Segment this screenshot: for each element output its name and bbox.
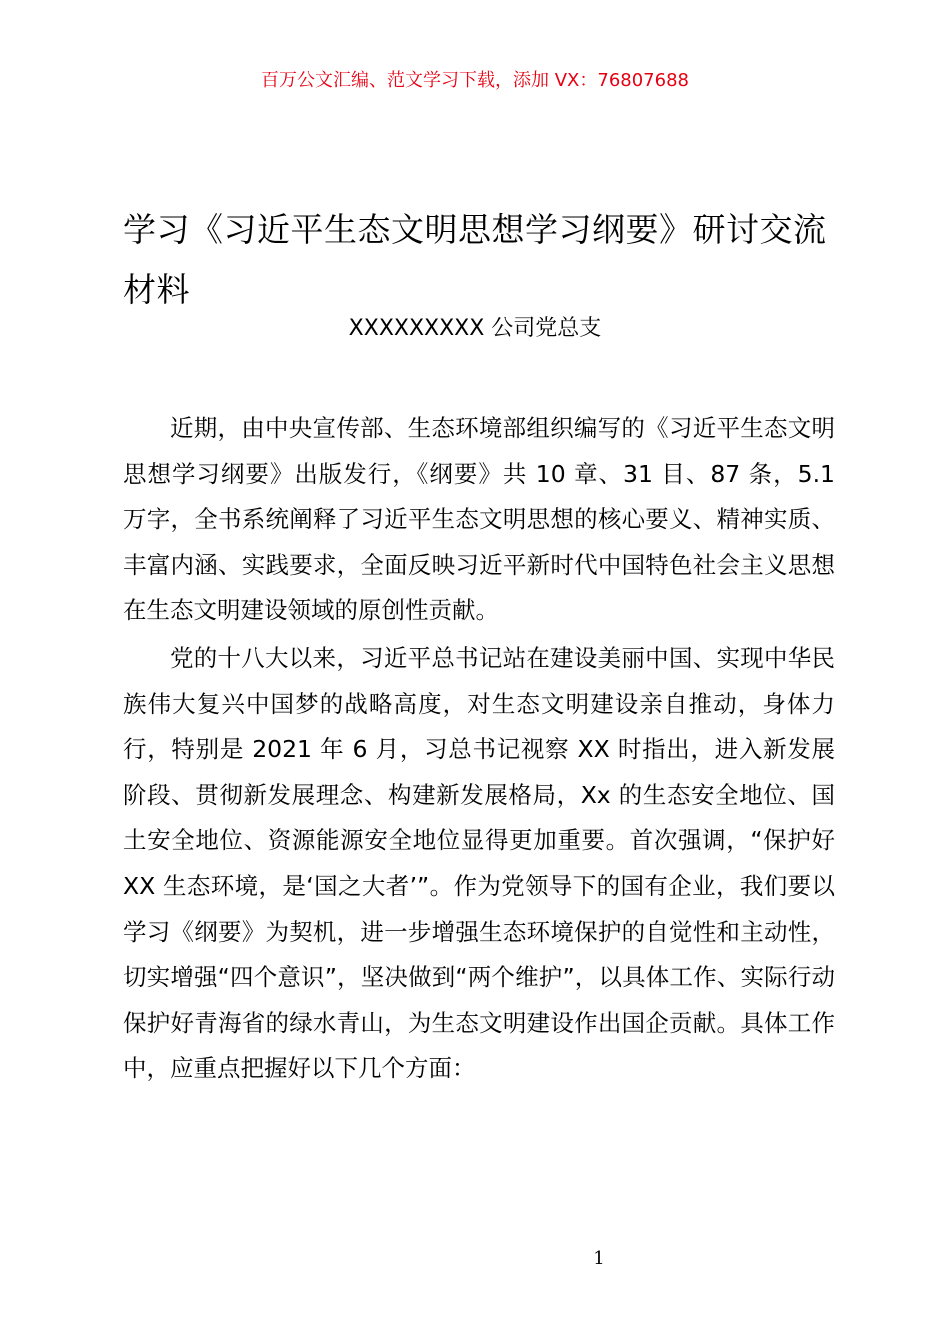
body-paragraph-1: 近期，由中央宣传部、生态环境部组织编写的《习近平生态文明思想学习纲要》出版发行，《纲要》共 10 章、31 目、87 条，5.1 万字，全书系统阐释了习近平生态文明思想的核心要义、精神实质、丰富内涵、实践要求，全面反映习近平新时代中国特色社会主义思想在生态文明建设领域的原创性贡献。 (123, 414, 835, 625)
document-body (123, 406, 835, 1094)
header-banner: 百万公文汇编、范文学习下载，添加 VX：76807688 (261, 70, 689, 91)
body-paragraph-2: 党的十八大以来，习近平总书记站在建设美丽中国、实现中华民族伟大复兴中国梦的战略高度，对生态文明建设亲自推动，身体力行，特别是 2021 年 6 月，习总书记视察 XX 时指出，进入新发展阶段、贯彻新发展理念、构建新发展格局，Xx 的生态安全地位、国土安全地位、资源能源安全地位显得更加重要。首次强调，“保护好 XX 生态环境，是‘国之大者’”。作为党领导下的国有企业，我们要以学习《纲要》为契机，进一步增强生态环境保护的自觉性和主动性，切实增强“四个意识”，坚决做到“两个维护”，以具体工作、实际行动保护好青海省的绿水青山，为生态文明建设作出国企贡献。具体工作中，应重点把握好以下几个方面： (123, 643, 835, 1083)
document-author: XXXXXXXXX 公司党总支 (348, 316, 602, 341)
page-number: 1 (593, 1248, 605, 1269)
document-title: 学习《习近平生态文明思想学习纲要》研讨交流材料 (123, 210, 827, 309)
